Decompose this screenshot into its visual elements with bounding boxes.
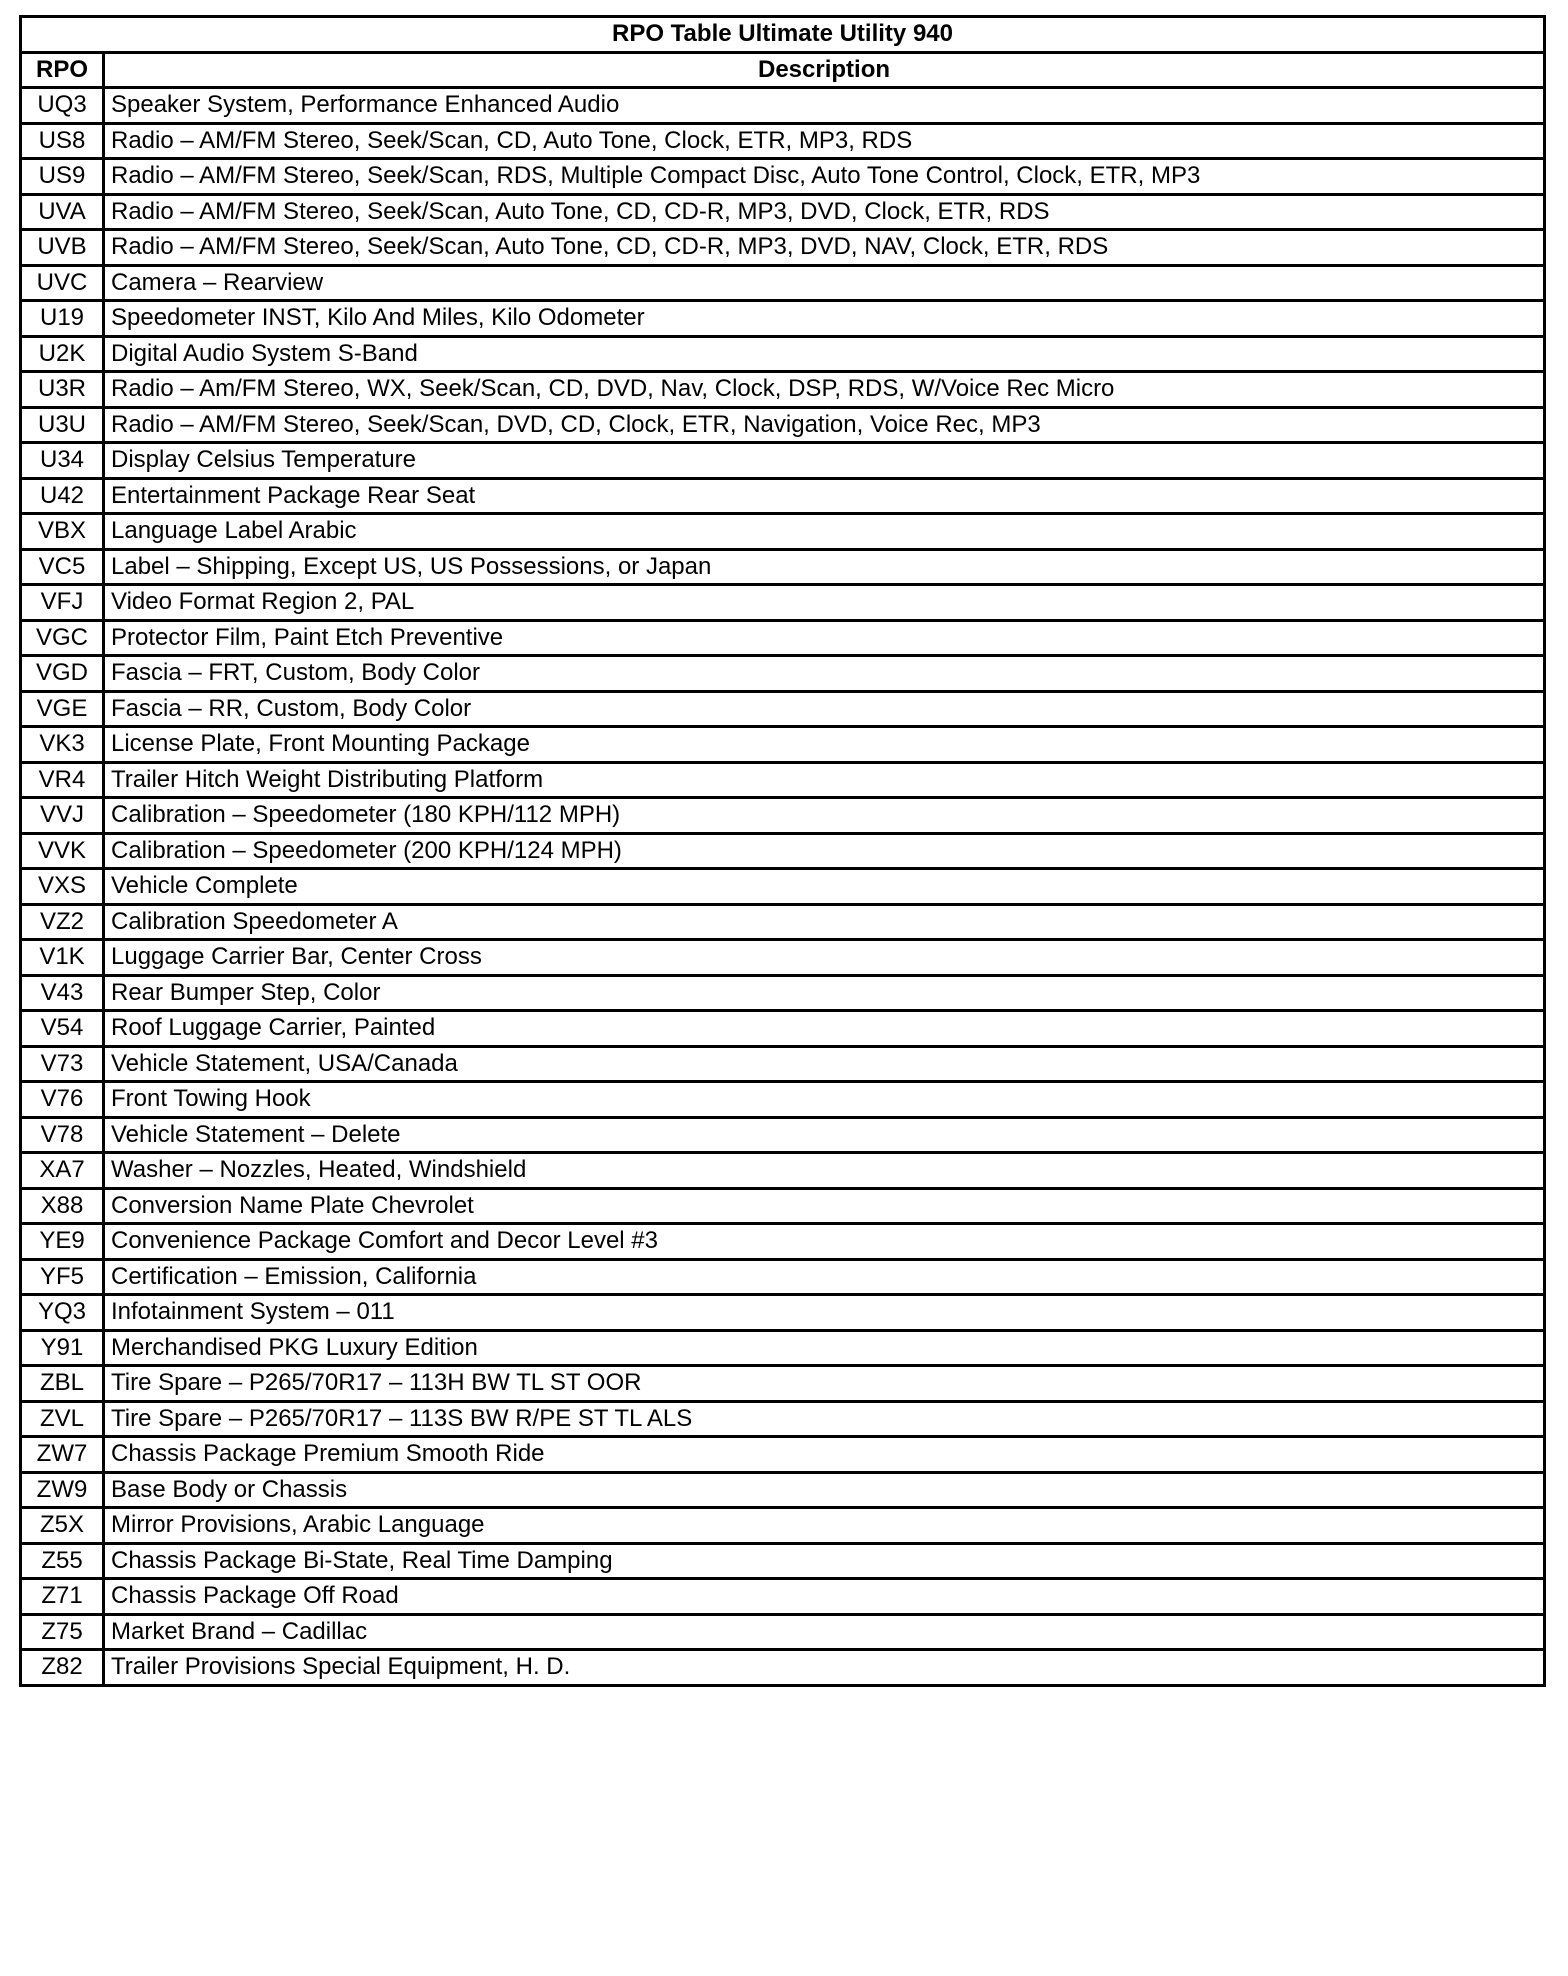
table-row bbox=[21, 1117, 1545, 1153]
description-cell: Radio – AM/FM Stereo, Seek/Scan, CD, Auto Tone, Clock, ETR, MP3, RDS bbox=[104, 123, 1545, 159]
table-row bbox=[21, 1188, 1545, 1224]
description-cell: Trailer Hitch Weight Distributing Platform bbox=[104, 762, 1545, 798]
table-row bbox=[21, 301, 1545, 337]
table-row bbox=[21, 88, 1545, 124]
description-cell: Radio – AM/FM Stereo, Seek/Scan, RDS, Multiple Compact Disc, Auto Tone Control, Clock, ETR, MP3 bbox=[104, 159, 1545, 195]
table-row bbox=[21, 1330, 1545, 1366]
table-row bbox=[21, 691, 1545, 727]
rpo-code-cell: Z5X bbox=[21, 1508, 104, 1544]
table-row bbox=[21, 265, 1545, 301]
description-cell: Fascia – RR, Custom, Body Color bbox=[104, 691, 1545, 727]
table-row bbox=[21, 975, 1545, 1011]
description-cell: Chassis Package Bi-State, Real Time Damping bbox=[104, 1543, 1545, 1579]
table-row bbox=[21, 1401, 1545, 1437]
description-cell: Tire Spare – P265/70R17 – 113S BW R/PE ST TL ALS bbox=[104, 1401, 1545, 1437]
table-row bbox=[21, 1614, 1545, 1650]
rpo-code-cell: Z82 bbox=[21, 1650, 104, 1686]
description-cell: Conversion Name Plate Chevrolet bbox=[104, 1188, 1545, 1224]
description-cell: Protector Film, Paint Etch Preventive bbox=[104, 620, 1545, 656]
column-header-rpo: RPO bbox=[21, 52, 104, 88]
description-cell: Convenience Package Comfort and Decor Level #3 bbox=[104, 1224, 1545, 1260]
table-row bbox=[21, 1295, 1545, 1331]
rpo-code-cell: US9 bbox=[21, 159, 104, 195]
description-cell: License Plate, Front Mounting Package bbox=[104, 727, 1545, 763]
rpo-code-cell: UVA bbox=[21, 194, 104, 230]
rpo-code-cell: V73 bbox=[21, 1046, 104, 1082]
description-cell: Roof Luggage Carrier, Painted bbox=[104, 1011, 1545, 1047]
description-cell: Mirror Provisions, Arabic Language bbox=[104, 1508, 1545, 1544]
description-cell: Fascia – FRT, Custom, Body Color bbox=[104, 656, 1545, 692]
rpo-code-cell: YE9 bbox=[21, 1224, 104, 1260]
table-row bbox=[21, 1224, 1545, 1260]
rpo-code-cell: V54 bbox=[21, 1011, 104, 1047]
table-row bbox=[21, 443, 1545, 479]
rpo-code-cell: VGC bbox=[21, 620, 104, 656]
description-cell: Base Body or Chassis bbox=[104, 1472, 1545, 1508]
rpo-code-cell: VK3 bbox=[21, 727, 104, 763]
rpo-code-cell: ZW9 bbox=[21, 1472, 104, 1508]
rpo-code-cell: XA7 bbox=[21, 1153, 104, 1189]
description-cell: Chassis Package Premium Smooth Ride bbox=[104, 1437, 1545, 1473]
table-row bbox=[21, 727, 1545, 763]
table-row bbox=[21, 230, 1545, 266]
rpo-code-cell: U2K bbox=[21, 336, 104, 372]
table-row bbox=[21, 762, 1545, 798]
table-row bbox=[21, 869, 1545, 905]
description-cell: Certification – Emission, California bbox=[104, 1259, 1545, 1295]
description-cell: Speedometer INST, Kilo And Miles, Kilo Odometer bbox=[104, 301, 1545, 337]
rpo-code-cell: VGD bbox=[21, 656, 104, 692]
table-row bbox=[21, 336, 1545, 372]
table-row bbox=[21, 1011, 1545, 1047]
table-row bbox=[21, 1259, 1545, 1295]
table-row bbox=[21, 1472, 1545, 1508]
rpo-table bbox=[19, 15, 1546, 1687]
table-row bbox=[21, 1508, 1545, 1544]
description-cell: Tire Spare – P265/70R17 – 113H BW TL ST OOR bbox=[104, 1366, 1545, 1402]
description-cell: Display Celsius Temperature bbox=[104, 443, 1545, 479]
rpo-code-cell: U3U bbox=[21, 407, 104, 443]
table-row bbox=[21, 1082, 1545, 1118]
table-row bbox=[21, 549, 1545, 585]
rpo-code-cell: U3R bbox=[21, 372, 104, 408]
rpo-code-cell: VFJ bbox=[21, 585, 104, 621]
column-header-description: Description bbox=[104, 52, 1545, 88]
description-cell: Vehicle Statement, USA/Canada bbox=[104, 1046, 1545, 1082]
rpo-code-cell: Y91 bbox=[21, 1330, 104, 1366]
rpo-code-cell: ZW7 bbox=[21, 1437, 104, 1473]
description-cell: Rear Bumper Step, Color bbox=[104, 975, 1545, 1011]
rpo-code-cell: U34 bbox=[21, 443, 104, 479]
table-row bbox=[21, 1543, 1545, 1579]
table-row bbox=[21, 1153, 1545, 1189]
table-body bbox=[21, 88, 1545, 1686]
description-cell: Merchandised PKG Luxury Edition bbox=[104, 1330, 1545, 1366]
table-row bbox=[21, 656, 1545, 692]
description-cell: Luggage Carrier Bar, Center Cross bbox=[104, 940, 1545, 976]
description-cell: Infotainment System – 011 bbox=[104, 1295, 1545, 1331]
description-cell: Video Format Region 2, PAL bbox=[104, 585, 1545, 621]
table-row bbox=[21, 1579, 1545, 1615]
rpo-code-cell: VZ2 bbox=[21, 904, 104, 940]
table-row bbox=[21, 123, 1545, 159]
table-row bbox=[21, 159, 1545, 195]
rpo-code-cell: Z55 bbox=[21, 1543, 104, 1579]
table-row bbox=[21, 904, 1545, 940]
rpo-code-cell: VR4 bbox=[21, 762, 104, 798]
table-row bbox=[21, 478, 1545, 514]
rpo-code-cell: YF5 bbox=[21, 1259, 104, 1295]
table-row bbox=[21, 1650, 1545, 1686]
rpo-code-cell: VBX bbox=[21, 514, 104, 550]
table-row bbox=[21, 1046, 1545, 1082]
rpo-code-cell: V76 bbox=[21, 1082, 104, 1118]
table-title: RPO Table Ultimate Utility 940 bbox=[21, 17, 1545, 53]
description-cell: Radio – AM/FM Stereo, Seek/Scan, Auto Tone, CD, CD-R, MP3, DVD, Clock, ETR, RDS bbox=[104, 194, 1545, 230]
rpo-code-cell: VVK bbox=[21, 833, 104, 869]
rpo-code-cell: ZBL bbox=[21, 1366, 104, 1402]
description-cell: Radio – Am/FM Stereo, WX, Seek/Scan, CD, DVD, Nav, Clock, DSP, RDS, W/Voice Rec Micro bbox=[104, 372, 1545, 408]
description-cell: Label – Shipping, Except US, US Possessions, or Japan bbox=[104, 549, 1545, 585]
table-row bbox=[21, 194, 1545, 230]
table-header-row bbox=[21, 52, 1545, 88]
description-cell: Language Label Arabic bbox=[104, 514, 1545, 550]
rpo-code-cell: VC5 bbox=[21, 549, 104, 585]
description-cell: Front Towing Hook bbox=[104, 1082, 1545, 1118]
rpo-code-cell: UVB bbox=[21, 230, 104, 266]
rpo-code-cell: VXS bbox=[21, 869, 104, 905]
description-cell: Calibration – Speedometer (180 KPH/112 MPH) bbox=[104, 798, 1545, 834]
rpo-table-sheet bbox=[19, 15, 1546, 1687]
description-cell: Camera – Rearview bbox=[104, 265, 1545, 301]
rpo-code-cell: VGE bbox=[21, 691, 104, 727]
table-row bbox=[21, 833, 1545, 869]
table-row bbox=[21, 620, 1545, 656]
rpo-code-cell: X88 bbox=[21, 1188, 104, 1224]
description-cell: Vehicle Complete bbox=[104, 869, 1545, 905]
table-title-row bbox=[21, 17, 1545, 53]
description-cell: Radio – AM/FM Stereo, Seek/Scan, Auto Tone, CD, CD-R, MP3, DVD, NAV, Clock, ETR, RDS bbox=[104, 230, 1545, 266]
rpo-code-cell: YQ3 bbox=[21, 1295, 104, 1331]
rpo-code-cell: UVC bbox=[21, 265, 104, 301]
rpo-code-cell: U19 bbox=[21, 301, 104, 337]
rpo-code-cell: Z71 bbox=[21, 1579, 104, 1615]
rpo-code-cell: V78 bbox=[21, 1117, 104, 1153]
table-row bbox=[21, 1437, 1545, 1473]
table-row bbox=[21, 585, 1545, 621]
table-row bbox=[21, 372, 1545, 408]
rpo-code-cell: V43 bbox=[21, 975, 104, 1011]
table-row bbox=[21, 514, 1545, 550]
rpo-code-cell: VVJ bbox=[21, 798, 104, 834]
description-cell: Calibration Speedometer A bbox=[104, 904, 1545, 940]
rpo-code-cell: US8 bbox=[21, 123, 104, 159]
description-cell: Entertainment Package Rear Seat bbox=[104, 478, 1545, 514]
table-row bbox=[21, 407, 1545, 443]
description-cell: Market Brand – Cadillac bbox=[104, 1614, 1545, 1650]
description-cell: Digital Audio System S-Band bbox=[104, 336, 1545, 372]
rpo-code-cell: U42 bbox=[21, 478, 104, 514]
table-row bbox=[21, 1366, 1545, 1402]
rpo-code-cell: ZVL bbox=[21, 1401, 104, 1437]
rpo-code-cell: UQ3 bbox=[21, 88, 104, 124]
description-cell: Speaker System, Performance Enhanced Audio bbox=[104, 88, 1545, 124]
table-row bbox=[21, 798, 1545, 834]
description-cell: Trailer Provisions Special Equipment, H. D. bbox=[104, 1650, 1545, 1686]
description-cell: Chassis Package Off Road bbox=[104, 1579, 1545, 1615]
rpo-code-cell: V1K bbox=[21, 940, 104, 976]
table-row bbox=[21, 940, 1545, 976]
rpo-code-cell: Z75 bbox=[21, 1614, 104, 1650]
description-cell: Calibration – Speedometer (200 KPH/124 MPH) bbox=[104, 833, 1545, 869]
description-cell: Vehicle Statement – Delete bbox=[104, 1117, 1545, 1153]
description-cell: Radio – AM/FM Stereo, Seek/Scan, DVD, CD, Clock, ETR, Navigation, Voice Rec, MP3 bbox=[104, 407, 1545, 443]
description-cell: Washer – Nozzles, Heated, Windshield bbox=[104, 1153, 1545, 1189]
